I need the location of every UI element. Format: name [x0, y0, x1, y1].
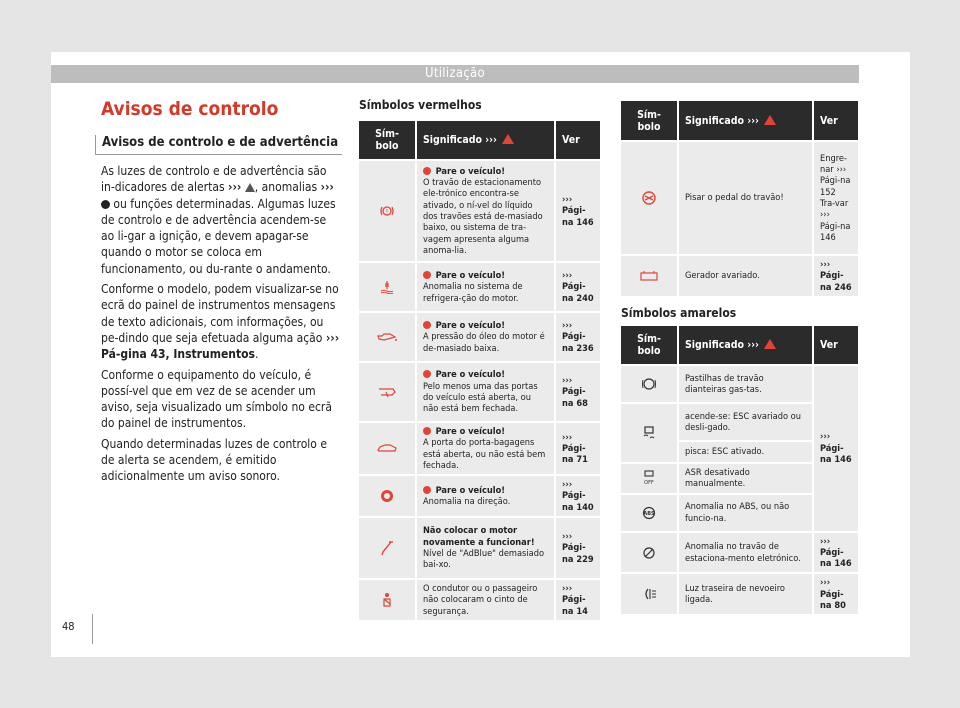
col-symbol: Sím-bolo	[620, 100, 678, 141]
xref-link[interactable]: Pá-gina 43, Instrumentos	[101, 347, 255, 362]
brake-system-icon	[358, 160, 416, 262]
meaning-cell: Anomalia no ABS, ou não funcio-na.	[678, 494, 813, 532]
epb-icon	[620, 532, 678, 574]
col-meaning: Significado ›››	[678, 325, 813, 365]
see-cell: ››› Pági-na 246	[813, 255, 859, 297]
table-row	[620, 573, 859, 615]
table-row	[620, 365, 859, 403]
stop-dot-icon	[423, 486, 431, 494]
table-header-row	[620, 325, 859, 365]
table-row	[620, 532, 859, 574]
table-row	[620, 255, 859, 297]
paragraph-1	[101, 163, 341, 277]
col-meaning: Significado ›››	[678, 100, 813, 141]
stop-dot-icon	[423, 427, 431, 435]
table-row	[358, 579, 601, 621]
xref-arrow: ›››	[320, 180, 334, 195]
intro-text	[101, 163, 341, 485]
paragraph-4: Quando determinadas luzes de controlo e de alerta se acendem, é emitido adicionalmente um aviso sonoro.	[101, 436, 327, 484]
meaning-cell: Pare o veículo! A porta do porta-bagagens está aberta, ou não está bem fechada.	[416, 422, 555, 475]
col-see: Ver	[813, 325, 859, 365]
brake-pads-icon	[620, 365, 678, 403]
meaning-cell: Pare o veículo! Anomalia no sistema de refrigera-ção do motor.	[416, 262, 555, 312]
table-row	[620, 141, 859, 255]
xref-arrow: ›››	[228, 180, 242, 195]
see-cell: ››› Pági-na 71	[555, 422, 601, 475]
steering-icon	[358, 475, 416, 517]
see-cell: ››› Pági-na 240	[555, 262, 601, 312]
svg-text:OFF: OFF	[644, 480, 654, 487]
stop-dot-icon	[423, 370, 431, 378]
col-see: Ver	[555, 120, 601, 160]
yellow-symbols-title: Símbolos amarelos	[621, 306, 737, 320]
door-open-icon	[358, 362, 416, 422]
coolant-icon	[358, 262, 416, 312]
meaning-cell: Pare o veículo! Anomalia na direção.	[416, 475, 555, 517]
stop-dot-icon	[423, 271, 431, 279]
trunk-open-icon	[358, 422, 416, 475]
table-row	[358, 362, 601, 422]
meaning-cell: O condutor ou o passageiro não colocaram o cinto de segurança.	[416, 579, 555, 621]
subheading: Avisos de controlo e de advertência	[95, 135, 342, 155]
oil-pressure-icon	[358, 312, 416, 362]
warning-triangle-icon	[502, 134, 514, 144]
meaning-cell: Pare o veículo! A pressão do óleo do motor é de-masiado baixa.	[416, 312, 555, 362]
table-row	[358, 517, 601, 579]
red-symbols-table	[357, 119, 602, 622]
col-meaning: Significado ›››	[416, 120, 555, 160]
col-symbol: Sím-bolo	[620, 325, 678, 365]
see-cell: ››› Pági-na 146	[813, 532, 859, 574]
p1-text-b: , anomalias	[254, 180, 321, 195]
p1-text-c: ou funções determinadas. Algumas luzes de controlo e de advertência acendem-se ao li-gar a ignição, e devem apagar-se quando o motor se coloca em funcionamento, ou du-rante o andamento.	[101, 196, 336, 276]
warning-triangle-icon	[764, 339, 776, 349]
table-row	[358, 475, 601, 517]
p1-text-a: As luzes de controlo e de advertência são in-dicadores de alertas	[101, 164, 327, 195]
see-cell: ››› Pági-na 14	[555, 579, 601, 621]
asr-off-icon	[620, 463, 678, 494]
table-row	[358, 312, 601, 362]
meaning-cell: Anomalia no travão de estaciona-mento eletrónico.	[678, 532, 813, 574]
stop-dot-icon	[423, 321, 431, 329]
esc-icon	[620, 403, 678, 463]
brake-pedal-icon	[620, 141, 678, 255]
see-cell: Engre-nar ››› Pági-na 152 Tra-var ››› Pági-na 146	[813, 141, 859, 255]
see-cell: ››› Pági-na 146	[813, 365, 859, 532]
adblue-icon	[358, 517, 416, 579]
yellow-symbols-table	[619, 324, 860, 616]
stop-dot-icon	[423, 167, 431, 175]
page-number: 48	[62, 620, 75, 633]
see-cell: ››› Pági-na 68	[555, 362, 601, 422]
meaning-cell: Pisar o pedal do travão!	[678, 141, 813, 255]
meaning-cell: Gerador avariado.	[678, 255, 813, 297]
warning-triangle-icon	[764, 115, 776, 125]
info-icon	[101, 200, 110, 209]
page-margin-line	[92, 614, 93, 644]
meaning-cell: Pare o veículo! O travão de estacionamento ele-trónico encontra-se ativado, o ní-vel do líquido dos travões está de-masiado baixo, ou sistema de tra-vagem apresenta alguma anoma-lia.	[416, 160, 555, 262]
p2-text-a: Conforme o modelo, podem visualizar-se no ecrã do painel de instrumentos mensagens de texto adicionais, com informações, ou pe-dindo que seja efetuada alguma ação	[101, 282, 339, 345]
meaning-cell: Pare o veículo! Pelo menos uma das portas do veículo está aberta, ou não está bem fechada.	[416, 362, 555, 422]
see-cell: ››› Pági-na 236	[555, 312, 601, 362]
p2-text-c: .	[254, 347, 259, 362]
xref-arrow: ›››	[325, 330, 340, 345]
table-row	[358, 160, 601, 262]
table-header-row	[358, 120, 601, 160]
col-symbol: Sím-bolo	[358, 120, 416, 160]
see-cell: ››› Pági-na 146	[555, 160, 601, 262]
meaning-cell: acende-se: ESC avariado ou desli-gado.	[678, 403, 813, 441]
svg-text:ABS: ABS	[643, 510, 655, 517]
see-cell: ››› Pági-na 229	[555, 517, 601, 579]
col-see: Ver	[813, 100, 859, 141]
table-row	[358, 262, 601, 312]
red-symbols-table-cont	[619, 99, 860, 298]
see-cell: ››› Pági-na 140	[555, 475, 601, 517]
seatbelt-icon	[358, 579, 416, 621]
paragraph-3: Conforme o equipamento do veículo, é possí-vel que em vez de se acender um aviso, seja visualizado um símbolo no ecrã do painel de instrumentos.	[101, 367, 332, 431]
section-header: Utilização	[51, 65, 859, 83]
meaning-cell: Não colocar o motor novamente a funcionar! Nível de "AdBlue" demasiado bai-xo.	[416, 517, 555, 579]
warning-triangle-icon	[245, 183, 255, 192]
meaning-cell: Pastilhas de travão dianteiras gas-tas.	[678, 365, 813, 403]
svg-text:!: !	[385, 208, 389, 216]
meaning-cell: pisca: ESC ativado.	[678, 441, 813, 463]
page-title: Avisos de controlo	[101, 98, 279, 120]
rear-fog-icon	[620, 573, 678, 615]
meaning-cell: ASR desativado manualmente.	[678, 463, 813, 494]
abs-icon	[620, 494, 678, 532]
battery-icon	[620, 255, 678, 297]
see-cell: ››› Pági-na 80	[813, 573, 859, 615]
table-row	[358, 422, 601, 475]
paragraph-2	[101, 281, 341, 362]
table-header-row	[620, 100, 859, 141]
meaning-cell: Luz traseira de nevoeiro ligada.	[678, 573, 813, 615]
red-symbols-title: Símbolos vermelhos	[359, 98, 482, 112]
